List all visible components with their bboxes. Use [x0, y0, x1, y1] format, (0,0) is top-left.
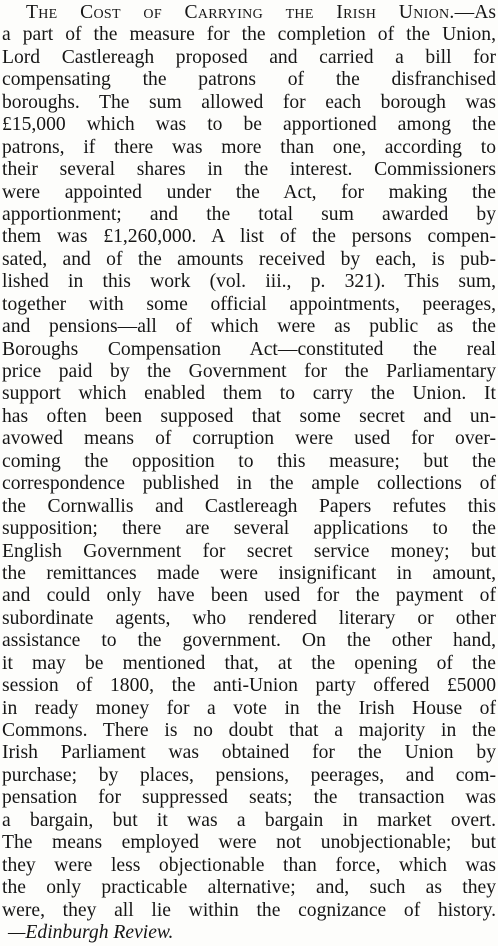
article-line: they were less objectionable than force, which was — [2, 854, 496, 876]
article-line: together with some official appointments, peerages, — [2, 293, 496, 315]
article-line: £15,000 which was to be apportioned among the — [2, 114, 496, 136]
article-line: has often been supposed that some secret and un- — [2, 405, 496, 427]
article-line: Commons. There is no doubt that a majority in the — [2, 720, 496, 741]
article-attribution: —Edinburgh Review. — [8, 921, 174, 943]
article-line: English Government for secret service money; but — [2, 540, 496, 562]
article-line: and could only have been used for the payment of — [2, 585, 496, 607]
article-line: the remittances made were insignificant in amount, — [2, 562, 496, 584]
article-line: Lord Castlereagh proposed and carried a bill for — [2, 46, 496, 68]
article-line: The means employed were not unobjectionable; but — [2, 832, 496, 854]
article-title: The Cost of Carrying the Irish Union. — [26, 2, 455, 23]
article-text: —As — [454, 2, 496, 23]
article-line: were, they all lie within the cognizance of history. — [2, 899, 496, 921]
article-line: it may be mentioned that, at the opening of the — [2, 652, 496, 674]
article-line: pensation for suppressed seats; the transaction was — [2, 787, 496, 809]
article-line: session of 1800, the anti-Union party offered £5000 — [2, 675, 496, 697]
article-line — [2, 2, 496, 24]
article-line: coming the opposition to this measure; but the — [2, 450, 496, 472]
article-line: avowed means of corruption were used for over- — [2, 428, 496, 450]
article-line: the only practicable alternative; and, such as they — [2, 877, 496, 899]
article-line: price paid by the Government for the Parliamentary — [2, 361, 496, 382]
article-line: purchase; by places, pensions, peerages, and com- — [2, 764, 496, 786]
article-line: apportionment; and the total sum awarded by — [2, 203, 496, 225]
article-line: their several shares in the interest. Commissioners — [2, 159, 496, 181]
article-column — [2, 2, 496, 944]
article-line: patrons, if there was more than one, according to — [2, 136, 496, 158]
article-line: assistance to the government. On the other hand, — [2, 630, 496, 652]
article-line: support which enabled them to carry the Union. It — [2, 383, 496, 405]
article-line: lished in this work (vol. iii., p. 321). This sum, — [2, 271, 496, 293]
article-line: them was £1,260,000. A list of the persons compen- — [2, 226, 496, 248]
article-line: compensating the patrons of the disfranchised — [2, 69, 496, 91]
article-line: the Cornwallis and Castlereagh Papers refutes this — [2, 495, 496, 517]
article-line: boroughs. The sum allowed for each borough was — [2, 91, 496, 113]
article-line: Irish Parliament was obtained for the Union by — [2, 742, 496, 764]
article-line: in ready money for a vote in the Irish House of — [2, 697, 496, 719]
article-line: a bargain, but it was a bargain in market overt. — [2, 809, 496, 831]
article-line: Boroughs Compensation Act—constituted the real — [2, 338, 496, 360]
article-line: a part of the measure for the completion of the Union, — [2, 24, 496, 46]
article-line: were appointed under the Act, for making the — [2, 181, 496, 203]
article-line: sated, and of the amounts received by each, is pub- — [2, 248, 496, 270]
article-line: supposition; there are several applications to the — [2, 518, 496, 540]
article-line: subordinate agents, who rendered literary or other — [2, 607, 496, 629]
article-line: correspondence published in the ample collections of — [2, 473, 496, 495]
article-line: and pensions—all of which were as public as the — [2, 316, 496, 338]
